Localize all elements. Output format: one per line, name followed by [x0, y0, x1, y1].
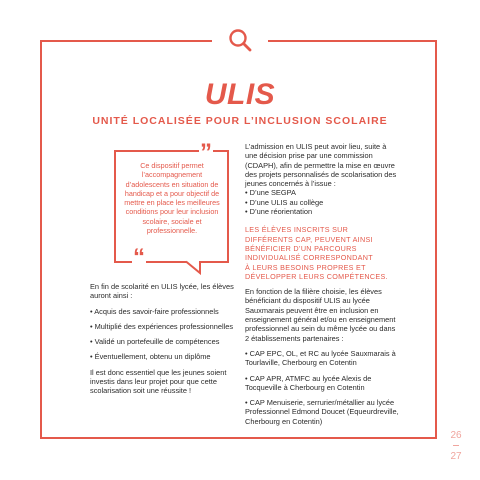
search-icon	[227, 27, 253, 53]
admission-paragraph	[245, 142, 400, 216]
establishment-item: • CAP Menuiserie, serrurier/métallier au lycée Professionnel Edmond Doucet (Equeurdreville, Cherbourg en Cotentin)	[245, 398, 399, 426]
highlight-line: À LEURS BESOINS PROPRES ET	[245, 262, 366, 272]
quote-close-mark: ”	[200, 139, 212, 166]
highlight-line: BÉNÉFICIER D’UN PARCOURS	[245, 243, 357, 253]
page-number-right: 27	[450, 451, 462, 462]
filiere-paragraph: En fonction de la filière choisie, les élèves bénéficiant du dispositif ULIS au lycée Sauxmarais peuvent être en inclusion en enseignement général et/ou en enseignement professionnel au sein du même lycée ou dans 2 établissements partenaires :	[245, 287, 396, 343]
establishment-item: • CAP EPC, OL, et RC au lycée Sauxmarais à Tourlaville, Cherbourg en Cotentin	[245, 348, 396, 368]
page-title: ULIS	[204, 78, 276, 111]
quote-open-mark: “	[133, 244, 145, 271]
left-column	[90, 282, 240, 402]
left-conclusion: Il est donc essentiel que les jeunes soient investis dans leur projet pour que cette scolarisation soit une réussite !	[90, 367, 227, 396]
admission-item: • D’une réorientation	[245, 207, 313, 217]
highlight-statement	[245, 225, 400, 281]
left-bullet: • Multiplié des expériences professionnelles	[90, 321, 234, 331]
right-column	[245, 142, 400, 432]
highlight-line: INDIVIDUALISÉ CORRESPONDANT	[245, 253, 373, 263]
admission-item: • D’une SEGPA	[245, 188, 296, 198]
establishment-item: • CAP APR, ATMFC au lycée Alexis de Tocqueville à Cherbourg en Cotentin	[245, 373, 372, 392]
page-number-separator	[453, 445, 459, 446]
admission-text: L’admission en ULIS peut avoir lieu, suite à une décision prise par une commission (CDAPH), afin de permettre la mise en œuvre des projets personnalisés de scolarisation des jeunes concernés à l’issue :	[245, 142, 397, 189]
highlight-line: DÉVELOPPER LEURS COMPÉTENCES.	[245, 271, 388, 281]
page-number-left: 26	[450, 430, 462, 441]
search-icon-wrap	[212, 24, 268, 56]
highlight-line: LES ÉLÈVES INSCRITS SUR	[245, 225, 349, 235]
left-bullet: • Acquis des savoir-faire professionnels	[90, 306, 219, 316]
left-bullet: • Validé un portefeuille de compétences	[90, 337, 220, 347]
admission-item: • D’une ULIS au collège	[245, 197, 324, 207]
highlight-line: DIFFÉRENTS CAP, PEUVENT AINSI	[245, 234, 373, 244]
quote-tail	[184, 260, 204, 274]
page-subtitle: UNITÉ LOCALISÉE POUR L’INCLUSION SCOLAIRE	[92, 115, 388, 127]
left-bullet: • Éventuellement, obtenu un diplôme	[90, 352, 211, 362]
left-intro: En fin de scolarité en ULIS lycée, les élèves auront ainsi :	[90, 282, 234, 301]
quote-text: Ce dispositif permet l’accompagnement d’adolescents en situation de handicap et a pour objectif de mettre en place les meilleures conditions pour leur inclusion scolaire, sociale et professionnelle.	[124, 161, 220, 236]
